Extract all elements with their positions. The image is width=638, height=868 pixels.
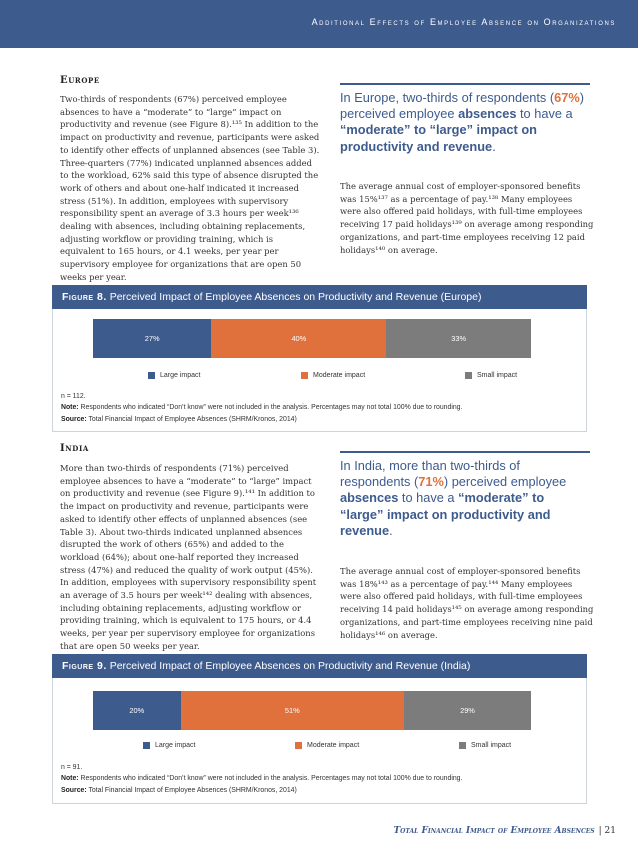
data-label: 29%: [460, 706, 475, 715]
figure9-box: [52, 678, 587, 804]
data-label: 51%: [284, 706, 300, 715]
callout-text: In Europe, two-thirds of respondents (: [340, 90, 555, 105]
callout-text: ) perceived employee: [443, 474, 567, 490]
europe-callout: [340, 83, 590, 155]
small-impact-segment: [404, 691, 531, 730]
india-heading: India: [60, 443, 89, 454]
moderate-impact-segment: [211, 319, 386, 358]
legend-swatch: [295, 742, 302, 749]
figure8-notes: [61, 391, 462, 425]
large-impact-segment: [93, 691, 181, 730]
legend-swatch: [301, 372, 308, 379]
figure8-legend-moderate: [301, 372, 365, 379]
figure8-stacked-bar: [93, 319, 531, 358]
figure9-source-line: [61, 785, 462, 796]
callout-emphasis: “moderate” to “large” impact on productivity and revenue: [340, 122, 537, 154]
header-bar: [0, 0, 638, 48]
figure8-n: n = 112.: [61, 393, 86, 400]
legend-label: Large impact: [155, 742, 196, 749]
callout-emphasis: absences: [458, 106, 517, 122]
legend-label: Moderate impact: [307, 742, 360, 749]
page-footer: [393, 826, 616, 836]
callout-text: .: [492, 138, 496, 154]
small-impact-segment: [386, 319, 531, 358]
data-label: 20%: [129, 706, 145, 715]
legend-label: Large impact: [160, 372, 201, 379]
figure9-n: n = 91.: [61, 764, 83, 771]
footer-title: Total Financial Impact of Employee Absences: [393, 826, 595, 836]
large-impact-segment: [93, 319, 211, 358]
data-label: 40%: [291, 334, 307, 343]
callout-text: .: [389, 522, 393, 538]
figure9-legend-small: [459, 742, 511, 749]
header-title: Additional Effects of Employee Absence on Organizations: [311, 17, 616, 27]
figure8-note-line: [61, 402, 462, 413]
india-cost-text: The average annual cost of employer-sponsored benefits was 18%¹⁴³ as a percentage of pay.¹⁴⁴ Many employees were also offered paid holidays, with full-time employees receiving 14 paid holidays¹⁴⁵ on average among responding organizations, and part-time employees receiving nine paid holidays¹⁴⁶ on average.: [340, 566, 594, 640]
figure9-note-line: [61, 773, 462, 784]
legend-label: Small impact: [471, 742, 512, 749]
figure9-legend-large: [143, 742, 195, 749]
callout-emphasis: absences: [340, 490, 399, 506]
source-label: Source:: [61, 415, 87, 423]
callout-text: ) perceived employee: [340, 90, 584, 122]
callout-text: to have a: [398, 490, 459, 506]
note-label: Note:: [61, 404, 79, 412]
callout-percent: 71%: [418, 474, 444, 490]
figure8-label: Figure 8.: [62, 291, 107, 303]
legend-label: Moderate impact: [313, 372, 366, 379]
europe-body: [60, 93, 320, 284]
figure8-title-bar: [52, 285, 587, 309]
figure9-title-bar: [52, 654, 587, 678]
figure9-title: Perceived Impact of Employee Absences on Productivity and Revenue (India): [109, 660, 471, 672]
figure8-legend-large: [148, 372, 200, 379]
europe-cost-text: The average annual cost of employer-sponsored benefits was 15%¹³⁷ as a percentage of pay.¹³⁸ Many employees were also offered paid holidays, with full-time employees receiving 17 paid holidays¹³⁹ on average among responding organizations, and part-time employees receiving 12 paid holidays¹⁴⁰ on average.: [340, 181, 594, 255]
figure8-box: [52, 309, 587, 432]
figure9-legend-moderate: [295, 742, 359, 749]
source-text: Total Financial Impact of Employee Absences (SHRM/Kronos, 2014): [88, 786, 297, 794]
page-number: | 21: [598, 826, 616, 836]
legend-swatch: [143, 742, 150, 749]
figure8-title: Perceived Impact of Employee Absences on Productivity and Revenue (Europe): [109, 291, 482, 303]
europe-heading: Europe: [60, 75, 100, 86]
legend-label: Small impact: [477, 372, 518, 379]
callout-emphasis: “moderate” to “large” impact on productivity and revenue: [340, 490, 551, 538]
india-body-text: More than two-thirds of respondents (71%) perceived employee absences to have a “moderate” to “large” impact on productivity and revenue (see Figure 9).¹⁴¹ In addition to the impact on productivity and revenue, participants were asked to identify other effects of unplanned absences (see Table 3). About two-thirds indicated unplanned absences disrupted the work of others (65%) and added to the workload (64%); about one-half reported they increased stress (47%) and reduced the quality of work output (45%). In addition, employees with supervisory responsibility spent an average of 3.5 hours per week¹⁴² dealing with absences, including obtaining replacements, adjusting workflow or providing training, which is equivalent to 175 hours, or 4.4 weeks, per year per supervisory employee for organizations that are open 50 weeks per year.: [60, 463, 317, 651]
figure8-source-line: [61, 414, 462, 425]
note-text: Respondents who indicated “Don’t know” were not included in the analysis. Percentages may not total 100% due to rounding.: [80, 775, 463, 783]
source-label: Source:: [61, 786, 87, 794]
callout-percent: 67%: [554, 90, 580, 105]
europe-body-text: Two-thirds of respondents (67%) perceived employee absences to have a “moderate” to “large” impact on productivity and revenue (see Figure 8).¹³⁵ In addition to the impact on productivity and revenue, participants were asked to identify other effects of unplanned absences (see Table 3). Three-quarters (77%) indicated unplanned absences added to the workload, 62% said this type of absence disrupted the work of others and about one-half indicated it increased stress (51%). In addition, employees with supervisory responsibility spent an average of 3.3 hours per week¹³⁶ dealing with absences, including obtaining replacements, adjusting workflow or providing training, which is equivalent to 165 hours, or 4.1 weeks, per year per supervisory employee for organizations that are open 50 weeks per year.: [60, 94, 320, 282]
figure8-legend-small: [465, 372, 517, 379]
data-label: 27%: [144, 334, 160, 343]
india-cost: [340, 565, 595, 641]
moderate-impact-segment: [181, 691, 404, 730]
data-label: 33%: [451, 334, 467, 343]
legend-swatch: [465, 372, 472, 379]
india-callout: [340, 451, 590, 539]
india-body: [60, 462, 322, 653]
figure9-label: Figure 9.: [62, 660, 107, 672]
legend-swatch: [148, 372, 155, 379]
source-text: Total Financial Impact of Employee Absences (SHRM/Kronos, 2014): [88, 415, 297, 423]
callout-text: In India, more than two-thirds of respondents (: [340, 458, 520, 490]
note-text: Respondents who indicated “Don’t know” were not included in the analysis. Percentages may not total 100% due to rounding.: [80, 404, 463, 412]
europe-cost: [340, 180, 595, 256]
callout-text: to have a: [516, 106, 573, 122]
figure9-stacked-bar: [93, 691, 531, 730]
figure9-notes: [61, 762, 462, 796]
note-label: Note:: [61, 775, 79, 783]
legend-swatch: [459, 742, 466, 749]
